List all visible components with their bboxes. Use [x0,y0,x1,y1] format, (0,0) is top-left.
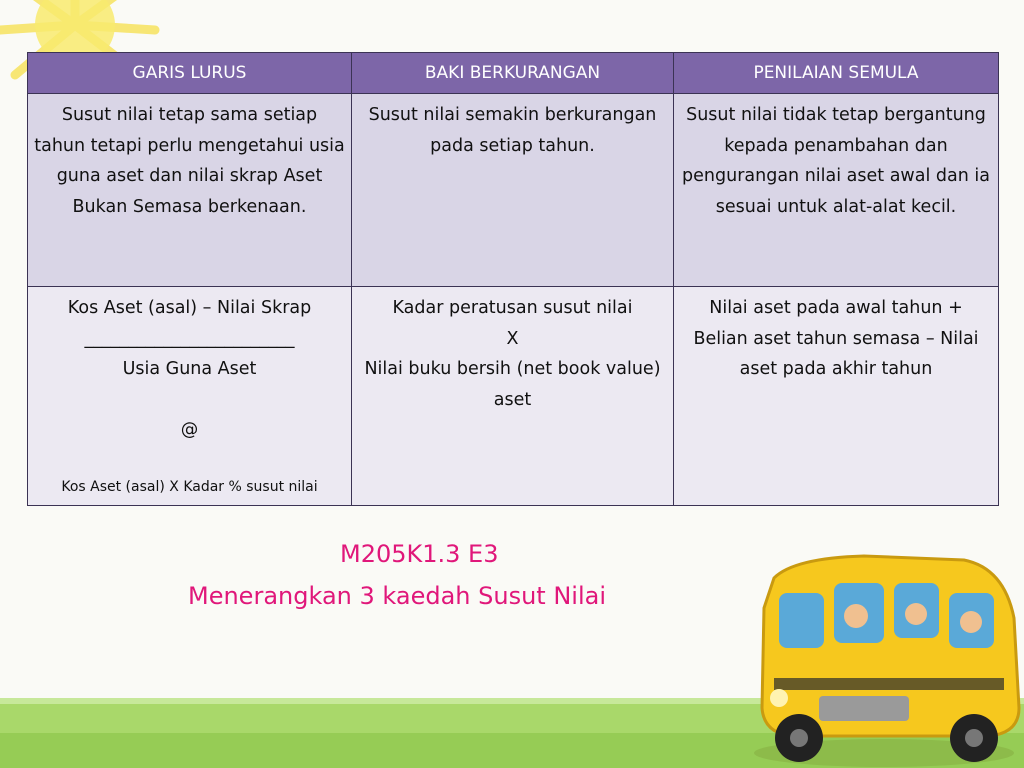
formula-alternative: Kos Aset (asal) X Kadar % susut nilai [61,479,318,495]
table-header-row [28,53,999,94]
cell-garis-lurus-description: Susut nilai tetap sama setiap tahun tetapi perlu mengetahui usia guna aset dan nilai skrap Aset Bukan Semasa berkenaan. [28,94,352,287]
learning-code: M205K1.3 E3 [340,540,499,568]
school-bus-icon [734,538,1024,768]
cell-penilaian-semula-description: Susut nilai tidak tetap bergantung kepada penambahan dan pengurangan nilai aset awal dan ia sesuai untuk alat-alat kecil. [674,94,999,287]
header-baki-berkurangan: BAKI BERKURANGAN [352,53,674,94]
formula-rate: Kadar peratusan susut nilai [392,298,633,318]
formula-numerator: Kos Aset (asal) – Nilai Skrap [67,298,312,318]
depreciation-methods-table [27,52,999,506]
formula-divider: ________________________ [84,328,295,349]
cell-garis-lurus-formula [28,287,352,506]
cell-penilaian-semula-formula: Nilai aset pada awal tahun + Belian aset tahun semasa – Nilai aset pada akhir tahun [674,287,999,506]
formula-denominator: Usia Guna Aset [122,359,257,379]
formula-multiply-symbol: X [506,328,519,349]
header-garis-lurus: GARIS LURUS [28,53,352,94]
formula-or-symbol: @ [180,419,199,440]
cell-baki-berkurangan-formula [352,287,674,506]
table-row-description [28,94,999,287]
slide-title: Menerangkan 3 kaedah Susut Nilai [188,582,606,610]
table-row-formula [28,287,999,506]
header-penilaian-semula: PENILAIAN SEMULA [674,53,999,94]
formula-net-book-value: Nilai buku bersih (net book value) aset [364,359,661,410]
cell-baki-berkurangan-description: Susut nilai semakin berkurangan pada setiap tahun. [352,94,674,287]
